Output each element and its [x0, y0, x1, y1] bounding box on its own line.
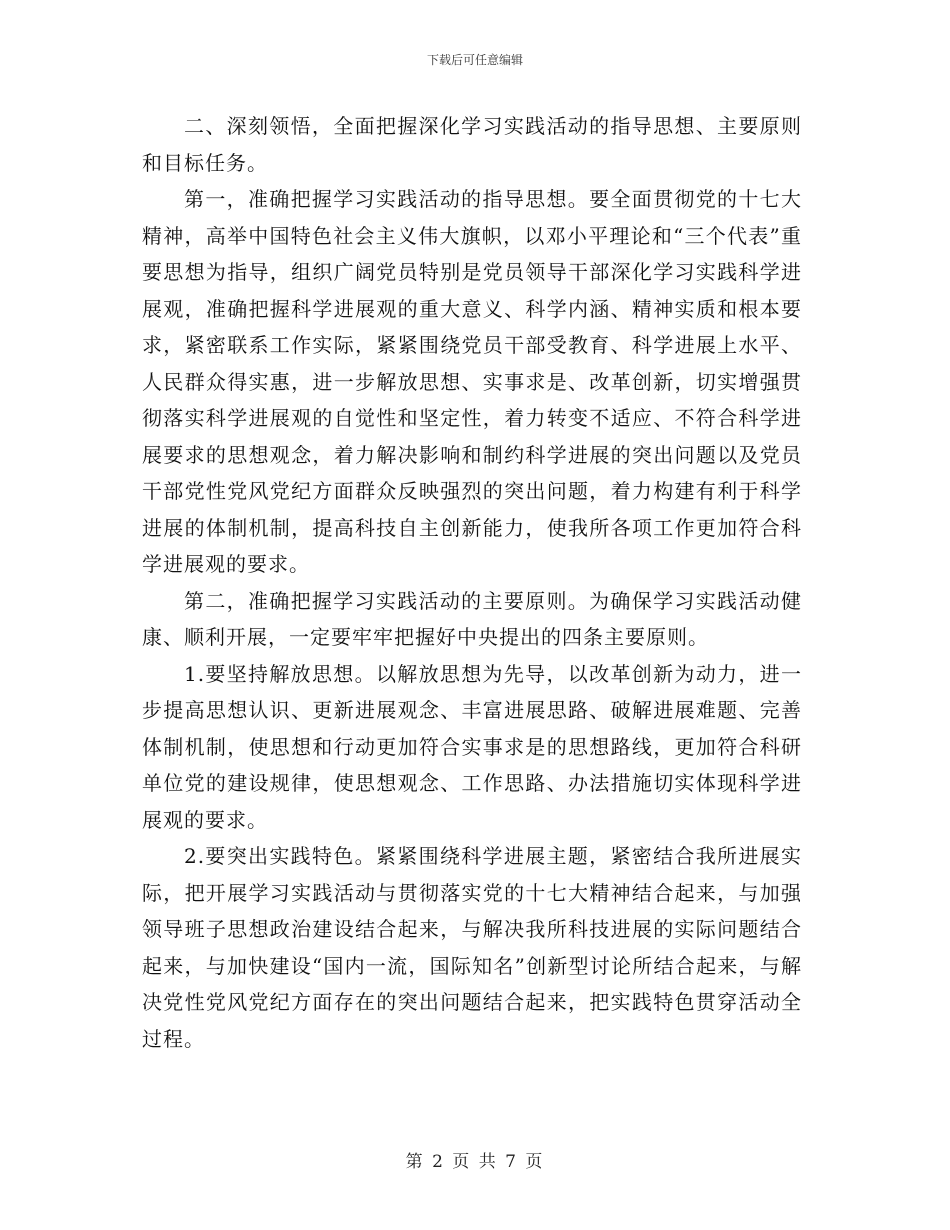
- page-number-footer: 第 2 页 共 7 页: [405, 1152, 545, 1172]
- paragraph-principle-1: 1.要坚持解放思想。以解放思想为先导，以改革创新为动力，进一步提高思想认识、更新进展观念、丰富进展思路、破解进展难题、完善体制机制，使思想和行动更加符合实事求是的思想路线，更加符合科研单位党的建设规律，使思想观念、工作思路、办法措施切实体现科学进展观的要求。: [142, 661, 802, 832]
- page-header: 下载后可任意编辑: [426, 53, 523, 67]
- paragraph-principle-2: 2.要突出实践特色。紧紧围绕科学进展主题，紧密结合我所进展实际，把开展学习实践活动与贯彻落实党的十七大精神结合起来，与加强领导班子思想政治建设结合起来，与解决我所科技进展的实际问题结合起来，与加快建设“国内一流，国际知名”创新型讨论所结合起来，与解决党性党风党纪方面存在的突出问题结合起来，把实践特色贯穿活动全过程。: [142, 844, 802, 1051]
- document-body: [142, 108, 802, 1057]
- paragraph-guiding-ideology: 第一，准确把握学习实践活动的指导思想。要全面贯彻党的十七大精神，高举中国特色社会主义伟大旗帜，以邓小平理论和“三个代表”重要思想为指导，组织广阔党员特别是党员领导干部深化学习实践科学进展观，准确把握科学进展观的重大意义、科学内涵、精神实质和根本要求，紧密联系工作实际，紧紧围绕党员干部受教育、科学进展上水平、人民群众得实惠，进一步解放思想、实事求是、改革创新，切实增强贯彻落实科学进展观的自觉性和坚定性，着力转变不适应、不符合科学进展要求的思想观念，着力解决影响和制约科学进展的突出问题以及党员干部党性党风党纪方面群众反映强烈的突出问题，着力构建有利于科学进展的体制机制，提高科技自主创新能力，使我所各项工作更加符合科学进展观的要求。: [142, 187, 802, 576]
- paragraph-main-principles: 第二，准确把握学习实践活动的主要原则。为确保学习实践活动健康、顺利开展，一定要牢牢把握好中央提出的四条主要原则。: [142, 588, 802, 649]
- paragraph-section-heading: 二、深刻领悟，全面把握深化学习实践活动的指导思想、主要原则和目标任务。: [142, 114, 802, 175]
